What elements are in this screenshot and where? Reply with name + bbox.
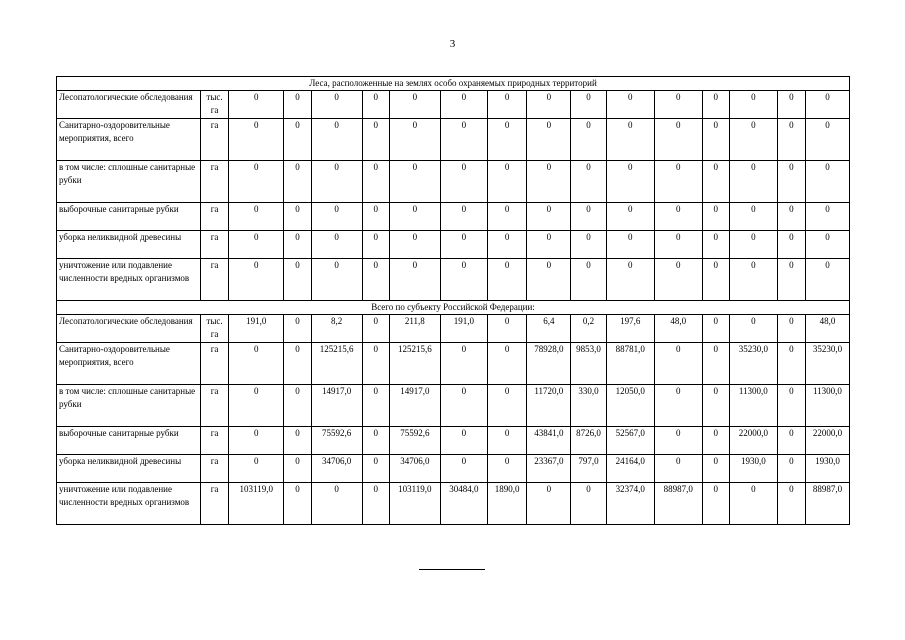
value-cell: 8726,0 <box>571 427 606 455</box>
value-cell: 0 <box>702 91 729 119</box>
value-cell: 0 <box>702 259 729 301</box>
value-cell: 0 <box>487 385 527 427</box>
value-cell: 0 <box>805 119 849 161</box>
value-cell: 211,8 <box>389 315 440 343</box>
value-cell: 797,0 <box>571 455 606 483</box>
value-cell: 0 <box>571 259 606 301</box>
value-cell: 0 <box>606 203 654 231</box>
value-cell: 0 <box>440 231 487 259</box>
value-cell: 48,0 <box>654 315 702 343</box>
value-cell: 35230,0 <box>729 343 777 385</box>
value-cell: 0 <box>362 231 389 259</box>
value-cell: 0 <box>229 119 284 161</box>
value-cell: 0 <box>777 203 805 231</box>
value-cell: 0 <box>527 483 571 525</box>
value-cell: 6,4 <box>527 315 571 343</box>
value-cell: 0 <box>440 91 487 119</box>
value-cell: 0 <box>571 203 606 231</box>
value-cell: 0 <box>606 119 654 161</box>
value-cell: 88781,0 <box>606 343 654 385</box>
row-label: выборочные санитарные рубки <box>57 203 201 231</box>
value-cell: 0,2 <box>571 315 606 343</box>
value-cell: 0 <box>702 483 729 525</box>
row-label: Санитарно-оздоровительные мероприятия, всего <box>57 343 201 385</box>
value-cell: 0 <box>440 119 487 161</box>
row-label: уничтожение или подавление численности вредных организмов <box>57 483 201 525</box>
section-header-row <box>57 77 850 91</box>
value-cell: 34706,0 <box>311 455 362 483</box>
row-unit: га <box>200 343 228 385</box>
value-cell: 0 <box>805 91 849 119</box>
value-cell: 0 <box>606 91 654 119</box>
row-label: уборка неликвидной древесины <box>57 455 201 483</box>
value-cell: 88987,0 <box>805 483 849 525</box>
row-unit: га <box>200 483 228 525</box>
value-cell: 0 <box>229 343 284 385</box>
table-row <box>57 455 850 483</box>
value-cell: 0 <box>311 231 362 259</box>
value-cell: 330,0 <box>571 385 606 427</box>
value-cell: 0 <box>284 427 311 455</box>
value-cell: 0 <box>777 259 805 301</box>
value-cell: 0 <box>284 455 311 483</box>
value-cell: 0 <box>702 161 729 203</box>
value-cell: 0 <box>654 91 702 119</box>
value-cell: 0 <box>311 161 362 203</box>
value-cell: 0 <box>362 119 389 161</box>
value-cell: 0 <box>527 231 571 259</box>
value-cell: 0 <box>362 343 389 385</box>
value-cell: 14917,0 <box>311 385 362 427</box>
table-row <box>57 161 850 203</box>
value-cell: 0 <box>654 385 702 427</box>
value-cell: 0 <box>654 455 702 483</box>
row-unit: га <box>200 259 228 301</box>
value-cell: 0 <box>311 259 362 301</box>
section-title: Всего по субъекту Российской Федерации: <box>57 301 850 315</box>
value-cell: 34706,0 <box>389 455 440 483</box>
row-label: Лесопатологические обследования <box>57 315 201 343</box>
value-cell: 191,0 <box>229 315 284 343</box>
value-cell: 24164,0 <box>606 455 654 483</box>
row-unit: га <box>200 161 228 203</box>
value-cell: 0 <box>729 91 777 119</box>
value-cell: 75592,6 <box>311 427 362 455</box>
value-cell: 0 <box>702 455 729 483</box>
page-number: 3 <box>449 38 456 50</box>
value-cell: 0 <box>389 231 440 259</box>
table-row <box>57 385 850 427</box>
value-cell: 0 <box>527 161 571 203</box>
value-cell: 0 <box>571 91 606 119</box>
section-header-row <box>57 301 850 315</box>
value-cell: 0 <box>229 259 284 301</box>
value-cell: 191,0 <box>440 315 487 343</box>
value-cell: 0 <box>777 385 805 427</box>
value-cell: 0 <box>729 161 777 203</box>
row-label: уборка неликвидной древесины <box>57 231 201 259</box>
value-cell: 197,6 <box>606 315 654 343</box>
value-cell: 0 <box>229 385 284 427</box>
value-cell: 0 <box>654 259 702 301</box>
value-cell: 0 <box>284 483 311 525</box>
value-cell: 22000,0 <box>729 427 777 455</box>
value-cell: 0 <box>362 455 389 483</box>
value-cell: 35230,0 <box>805 343 849 385</box>
value-cell: 0 <box>702 385 729 427</box>
value-cell: 88987,0 <box>654 483 702 525</box>
value-cell: 0 <box>777 315 805 343</box>
value-cell: 0 <box>654 343 702 385</box>
value-cell: 0 <box>654 119 702 161</box>
value-cell: 52567,0 <box>606 427 654 455</box>
row-unit: га <box>200 203 228 231</box>
row-unit: га <box>200 427 228 455</box>
value-cell: 0 <box>702 427 729 455</box>
value-cell: 0 <box>702 315 729 343</box>
value-cell: 0 <box>229 455 284 483</box>
value-cell: 1930,0 <box>729 455 777 483</box>
value-cell: 0 <box>229 161 284 203</box>
value-cell: 0 <box>362 315 389 343</box>
value-cell: 0 <box>284 119 311 161</box>
value-cell: 0 <box>440 343 487 385</box>
value-cell: 0 <box>362 161 389 203</box>
value-cell: 0 <box>777 343 805 385</box>
value-cell: 0 <box>229 231 284 259</box>
row-label: уничтожение или подавление численности вредных организмов <box>57 259 201 301</box>
value-cell: 0 <box>284 385 311 427</box>
value-cell: 0 <box>362 385 389 427</box>
value-cell: 0 <box>311 119 362 161</box>
value-cell: 14917,0 <box>389 385 440 427</box>
row-label: в том числе: сплошные санитарные рубки <box>57 161 201 203</box>
value-cell: 0 <box>527 259 571 301</box>
value-cell: 0 <box>440 427 487 455</box>
value-cell: 0 <box>389 91 440 119</box>
table-row <box>57 427 850 455</box>
value-cell: 0 <box>606 231 654 259</box>
row-unit: тыс. га <box>200 91 228 119</box>
value-cell: 0 <box>487 427 527 455</box>
value-cell: 0 <box>389 119 440 161</box>
value-cell: 23367,0 <box>527 455 571 483</box>
value-cell: 30484,0 <box>440 483 487 525</box>
value-cell: 0 <box>571 161 606 203</box>
value-cell: 0 <box>229 91 284 119</box>
value-cell: 0 <box>729 315 777 343</box>
value-cell: 0 <box>729 483 777 525</box>
value-cell: 0 <box>805 231 849 259</box>
value-cell: 9853,0 <box>571 343 606 385</box>
value-cell: 0 <box>527 91 571 119</box>
table-row <box>57 343 850 385</box>
value-cell: 125215,6 <box>311 343 362 385</box>
value-cell: 0 <box>487 455 527 483</box>
value-cell: 0 <box>805 259 849 301</box>
value-cell: 0 <box>777 91 805 119</box>
value-cell: 0 <box>777 483 805 525</box>
value-cell: 0 <box>654 161 702 203</box>
value-cell: 0 <box>777 427 805 455</box>
value-cell: 0 <box>702 203 729 231</box>
table-row <box>57 315 850 343</box>
value-cell: 0 <box>487 343 527 385</box>
row-label: Лесопатологические обследования <box>57 91 201 119</box>
value-cell: 0 <box>487 119 527 161</box>
value-cell: 0 <box>729 119 777 161</box>
row-unit: тыс. га <box>200 315 228 343</box>
value-cell: 0 <box>527 119 571 161</box>
value-cell: 0 <box>702 119 729 161</box>
value-cell: 0 <box>440 455 487 483</box>
value-cell: 0 <box>311 91 362 119</box>
footnote-separator <box>419 569 485 570</box>
value-cell: 0 <box>440 385 487 427</box>
value-cell: 11720,0 <box>527 385 571 427</box>
value-cell: 0 <box>229 203 284 231</box>
value-cell: 0 <box>389 161 440 203</box>
value-cell: 0 <box>311 203 362 231</box>
table-row <box>57 119 850 161</box>
value-cell: 0 <box>777 119 805 161</box>
value-cell: 0 <box>654 203 702 231</box>
value-cell: 0 <box>284 315 311 343</box>
value-cell: 0 <box>777 455 805 483</box>
value-cell: 0 <box>702 231 729 259</box>
row-unit: га <box>200 455 228 483</box>
value-cell: 0 <box>606 161 654 203</box>
table-row <box>57 231 850 259</box>
value-cell: 0 <box>362 483 389 525</box>
value-cell: 0 <box>571 231 606 259</box>
value-cell: 125215,6 <box>389 343 440 385</box>
value-cell: 0 <box>362 259 389 301</box>
value-cell: 0 <box>654 427 702 455</box>
value-cell: 0 <box>487 259 527 301</box>
value-cell: 0 <box>729 259 777 301</box>
value-cell: 43841,0 <box>527 427 571 455</box>
value-cell: 78928,0 <box>527 343 571 385</box>
value-cell: 0 <box>487 91 527 119</box>
value-cell: 0 <box>805 161 849 203</box>
value-cell: 1930,0 <box>805 455 849 483</box>
value-cell: 1890,0 <box>487 483 527 525</box>
value-cell: 0 <box>362 427 389 455</box>
value-cell: 0 <box>729 203 777 231</box>
row-unit: га <box>200 119 228 161</box>
value-cell: 0 <box>284 259 311 301</box>
value-cell: 0 <box>284 203 311 231</box>
value-cell: 0 <box>487 203 527 231</box>
value-cell: 0 <box>311 483 362 525</box>
value-cell: 0 <box>284 91 311 119</box>
value-cell: 0 <box>440 161 487 203</box>
row-unit: га <box>200 231 228 259</box>
value-cell: 11300,0 <box>805 385 849 427</box>
table-row <box>57 483 850 525</box>
row-label: в том числе: сплошные санитарные рубки <box>57 385 201 427</box>
value-cell: 0 <box>284 343 311 385</box>
value-cell: 0 <box>389 259 440 301</box>
value-cell: 103119,0 <box>389 483 440 525</box>
value-cell: 22000,0 <box>805 427 849 455</box>
value-cell: 0 <box>362 91 389 119</box>
value-cell: 12050,0 <box>606 385 654 427</box>
value-cell: 0 <box>284 231 311 259</box>
value-cell: 0 <box>777 231 805 259</box>
value-cell: 103119,0 <box>229 483 284 525</box>
value-cell: 0 <box>229 427 284 455</box>
table-row <box>57 259 850 301</box>
value-cell: 0 <box>487 231 527 259</box>
value-cell: 0 <box>284 161 311 203</box>
value-cell: 48,0 <box>805 315 849 343</box>
value-cell: 0 <box>527 203 571 231</box>
value-cell: 32374,0 <box>606 483 654 525</box>
value-cell: 8,2 <box>311 315 362 343</box>
row-label: Санитарно-оздоровительные мероприятия, всего <box>57 119 201 161</box>
value-cell: 0 <box>654 231 702 259</box>
value-cell: 0 <box>440 203 487 231</box>
value-cell: 0 <box>606 259 654 301</box>
row-unit: га <box>200 385 228 427</box>
value-cell: 75592,6 <box>389 427 440 455</box>
value-cell: 0 <box>702 343 729 385</box>
data-table <box>56 76 850 525</box>
value-cell: 0 <box>729 231 777 259</box>
section-title: Леса, расположенные на землях особо охраняемых природных территорий <box>57 77 850 91</box>
table-row <box>57 203 850 231</box>
value-cell: 0 <box>571 483 606 525</box>
value-cell: 0 <box>571 119 606 161</box>
value-cell: 0 <box>777 161 805 203</box>
value-cell: 0 <box>487 161 527 203</box>
value-cell: 0 <box>487 315 527 343</box>
table-row <box>57 91 850 119</box>
value-cell: 0 <box>805 203 849 231</box>
value-cell: 0 <box>389 203 440 231</box>
row-label: выборочные санитарные рубки <box>57 427 201 455</box>
value-cell: 0 <box>362 203 389 231</box>
value-cell: 11300,0 <box>729 385 777 427</box>
value-cell: 0 <box>440 259 487 301</box>
